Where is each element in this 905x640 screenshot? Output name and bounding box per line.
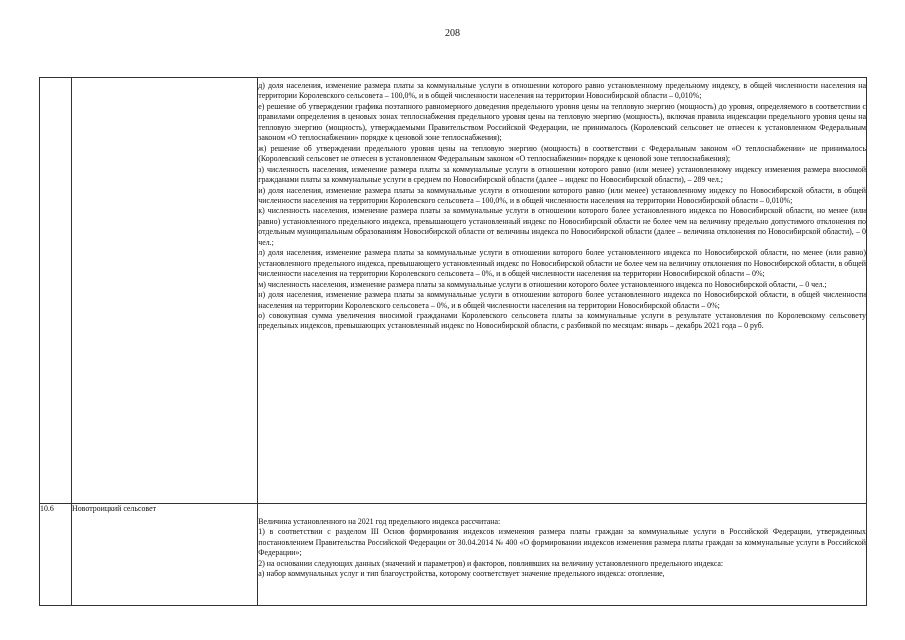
- paragraph-a: а) набор коммунальных услуг и тип благоустройства, которому соответствует значение предельного индекса: отопление,: [258, 569, 665, 579]
- row-number-cell: [40, 78, 72, 504]
- paragraph-m: м) численность населения, изменение размера платы за коммунальные услуги в отношении которого более установленного индекса по Новосибирской области, – 0 чел.;: [258, 279, 827, 289]
- paragraph-d: д) доля населения, изменение размера платы за коммунальные услуги в отношении которого равно установленному предельному индексу, в общей численности населения на территории Королевского сельсовета – 100,0%, и в общей численности населения на территории Новосибирской области – 0,010%;: [258, 81, 866, 101]
- description-cell: [258, 504, 867, 606]
- tariff-table: [39, 77, 867, 606]
- table-row: [40, 78, 867, 504]
- paragraph-intro: Величина установленного на 2021 год предельного индекса рассчитана:: [258, 517, 501, 526]
- paragraph-l: л) доля населения, изменение размера платы за коммунальные услуги в отношении которого более установленного индекса по Новосибирской области, но менее (или равно) установленного предельного индекса, превышающего установленный индекс по Новосибирской области не более чем на величину отклонения по Новосибирской области, в общей численности населения на территории Королевского сельсовета – 0%, и в общей численности населения на территории Новосибирской области – 0%;: [258, 248, 866, 279]
- paragraph-z: з) численность населения, изменение размера платы за коммунальные услуги в отношении которого равно (или менее) установленному индексу изменения размера вносимой гражданами платы за коммунальные услуги в среднем по Новосибирской области (далее – индекс по Новосибирской области), – 289 чел.;: [258, 164, 866, 185]
- row-number-cell: 10.6: [40, 504, 72, 606]
- municipality-name-cell: Новотроицкий сельсовет: [72, 504, 258, 606]
- description-cell: [258, 78, 867, 504]
- municipality-name-cell: [72, 78, 258, 504]
- paragraph-o: о) совокупная сумма увеличения вносимой гражданами Королевского сельсовета платы за коммунальные услуги в результате установления по Королевскому сельсовету предельных индексов, превышающих установленный индекс по Новосибирской области, с разбивкой по месяцам: январь – декабрь 2021 года – 0 руб.: [258, 310, 866, 331]
- paragraph-n: н) доля населения, изменение размера платы за коммунальные услуги в отношении которого более установленного индекса по Новосибирской области, в общей численности населения на территории Королевского сельсовета – 0%, и в общей численности населения на территории Новосибирской области – 0%;: [258, 290, 866, 310]
- paragraph-2: 2) на основании следующих данных (значений и параметров) и факторов, повлиявших на величину установленного предельного индекса:: [258, 558, 724, 568]
- table-row: [40, 504, 867, 606]
- paragraph-e: е) решение об утверждении графика поэтапного равномерного доведения предельного уровня цены на тепловую энергию (мощность) до уровня, определяемого в соответствии с правилами определения в ценовых зонах теплоснабжения предельного уровня цены на тепловую энергию (мощность), включая правила индексации предельного уровня цены на тепловую энергию (мощность), утверждаемыми Правительством Российской Федерации, не принималось (Королевский сельсовет не отнесен к установленном Федеральным законом «О теплоснабжении» порядке к ценовой зоне теплоснабжения);: [258, 101, 866, 143]
- paragraph-k: к) численность населения, изменение размера платы за коммунальные услуги в отношении которого более установленного индекса по Новосибирской области, но менее (или равно) установленного предельного индекса, превышающего установленный индекс по Новосибирской области не более чем на величину предельно допустимого отклонения по отдельным муниципальным образованиям Новосибирской области от величины индекса по Новосибирской области (далее – величина отклонения по Новосибирской области), – 0 чел.;: [258, 206, 866, 247]
- paragraph-1: 1) в соответствии с разделом III Основ формирования индексов изменения размера платы граждан за коммунальные услуги в Российской Федерации, утвержденных постановлением Правительства Российской Федерации от 30.04.2014 № 400 «О формировании индексов изменения размера платы граждан за коммунальные услуги в Российской Федерации»;: [258, 527, 866, 558]
- page-number: 208: [445, 28, 460, 39]
- paragraph-i: и) доля населения, изменение размера платы за коммунальные услуги в отношении которого равно (или менее) установленному индексу по Новосибирской области, в общей численности населения на территории Королевского сельсовета – 100,0%, и в общей численности населения на территории Новосибирской области – 0,010%;: [258, 185, 866, 205]
- paragraph-zh: ж) решение об утверждении предельного уровня цены на тепловую энергию (мощность) в соответствии с Федеральным законом «О теплоснабжении» не принималось (Королевский сельсовет не отнесен в установленном Федеральным законом «О теплоснабжении» порядке к ценовой зоне теплоснабжения);: [258, 143, 866, 164]
